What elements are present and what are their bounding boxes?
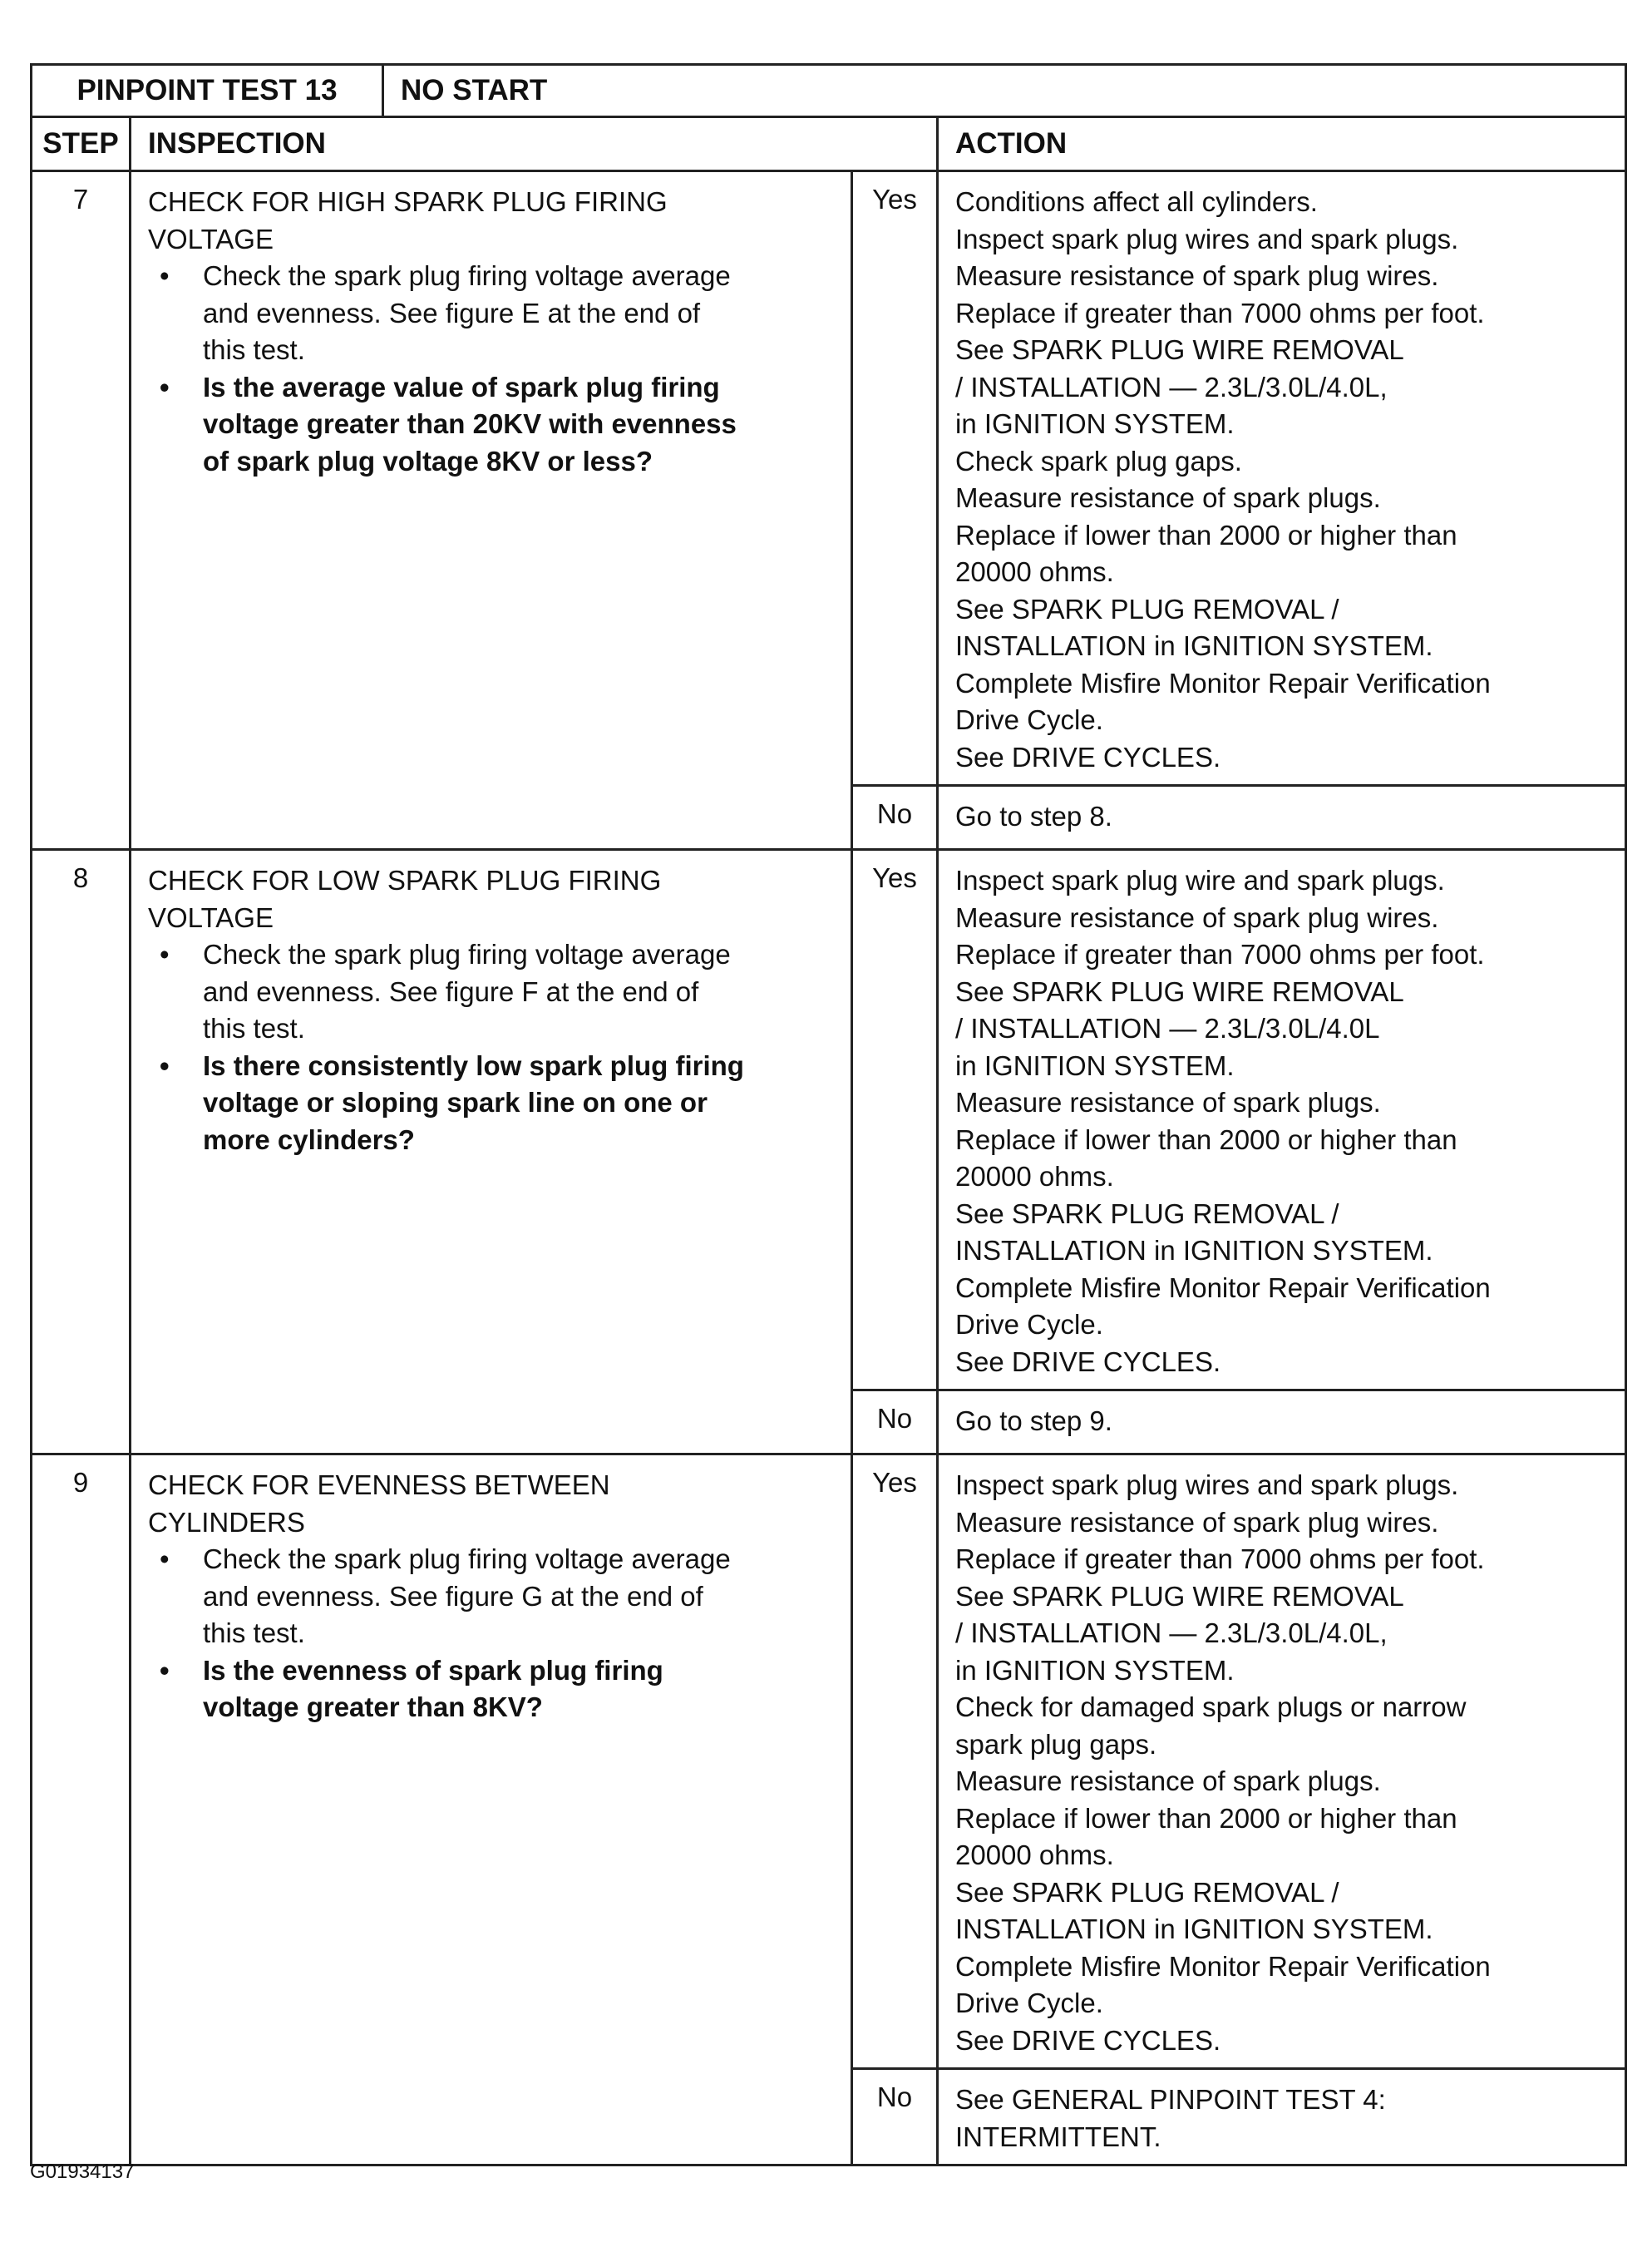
inspection-check-line: and evenness. See figure E at the end of: [203, 297, 701, 328]
inspection-question-line: more cylinders?: [203, 1123, 415, 1155]
column-header-inspection: INSPECTION: [131, 117, 938, 171]
step-number: 9: [32, 1454, 131, 2165]
inspection-title-line: CHECK FOR LOW SPARK PLUG FIRING: [148, 865, 662, 896]
action-line: Go to step 9.: [955, 1405, 1112, 1436]
action-line: in IGNITION SYSTEM.: [955, 408, 1235, 439]
action-line: See SPARK PLUG REMOVAL /: [955, 593, 1339, 625]
action-line: in IGNITION SYSTEM.: [955, 1654, 1235, 1686]
action-line: See DRIVE CYCLES.: [955, 1346, 1221, 1377]
action-line: See DRIVE CYCLES.: [955, 2024, 1221, 2056]
pinpoint-test-table: [30, 63, 1627, 2166]
inspection-cell: [131, 171, 852, 850]
action-line: Check spark plug gaps.: [955, 445, 1242, 477]
inspection-check-line: this test.: [203, 334, 305, 365]
test-header-row: [32, 65, 1626, 117]
yes-action-cell: [938, 1454, 1626, 2069]
bullet-icon: •: [160, 260, 170, 291]
action-line: / INSTALLATION — 2.3L/3.0L/4.0L: [955, 1013, 1380, 1044]
inspection-check-line: Check the spark plug firing voltage average: [203, 1543, 731, 1574]
action-line: Replace if greater than 7000 ohms per foot.: [955, 297, 1485, 328]
yes-label: Yes: [852, 171, 938, 786]
test-title: PINPOINT TEST 13: [32, 65, 383, 117]
action-line: Measure resistance of spark plugs.: [955, 1765, 1381, 1796]
inspection-question-line: voltage or sloping spark line on one or: [203, 1087, 708, 1118]
action-line: Replace if greater than 7000 ohms per foot.: [955, 939, 1485, 970]
action-line: Go to step 8.: [955, 801, 1112, 832]
figure-code: G01934137: [30, 2161, 135, 2183]
inspection-question-line: voltage greater than 20KV with evenness: [203, 408, 737, 439]
inspection-question: [148, 369, 836, 481]
inspection-question-line: Is there consistently low spark plug firing: [203, 1049, 744, 1081]
inspection-cell: [131, 850, 852, 1454]
inspection-check-line: and evenness. See figure G at the end of: [203, 1580, 703, 1612]
inspection-check-line: Check the spark plug firing voltage average: [203, 939, 731, 970]
bullet-icon: •: [160, 1654, 170, 1686]
action-line: Inspect spark plug wires and spark plugs.: [955, 1469, 1459, 1500]
inspection-question-line: Is the evenness of spark plug firing: [203, 1654, 663, 1686]
yes-label: Yes: [852, 1454, 938, 2069]
step-number: 8: [32, 850, 131, 1454]
no-label: No: [852, 786, 938, 850]
action-line: Replace if lower than 2000 or higher than: [955, 519, 1457, 551]
action-line: 20000 ohms.: [955, 1840, 1114, 1870]
action-line: INSTALLATION in IGNITION SYSTEM.: [955, 630, 1433, 661]
step-number: 7: [32, 171, 131, 850]
action-line: spark plug gaps.: [955, 1728, 1157, 1760]
step-row: [32, 1454, 1626, 2069]
action-line: Complete Misfire Monitor Repair Verification: [955, 1950, 1491, 1982]
action-line: See SPARK PLUG WIRE REMOVAL: [955, 334, 1404, 365]
inspection-question-line: of spark plug voltage 8KV or less?: [203, 445, 653, 477]
inspection-check: [148, 258, 836, 369]
action-line: See DRIVE CYCLES.: [955, 741, 1221, 773]
column-header-row: [32, 117, 1626, 171]
column-header-action: ACTION: [938, 117, 1626, 171]
inspection-list: [148, 258, 836, 480]
action-line: INSTALLATION in IGNITION SYSTEM.: [955, 1914, 1433, 1944]
inspection-title-line: CHECK FOR EVENNESS BETWEEN: [148, 1469, 610, 1500]
action-line: Measure resistance of spark plug wires.: [955, 260, 1439, 291]
action-line: See SPARK PLUG REMOVAL /: [955, 1876, 1339, 1908]
action-line: INSTALLATION in IGNITION SYSTEM.: [955, 1235, 1433, 1266]
action-line: See SPARK PLUG WIRE REMOVAL: [955, 975, 1404, 1007]
inspection-title-line: VOLTAGE: [148, 223, 274, 254]
action-line: Complete Misfire Monitor Repair Verification: [955, 1272, 1491, 1303]
action-line: 20000 ohms.: [955, 556, 1114, 587]
inspection-cell: [131, 1454, 852, 2165]
yes-action-cell: [938, 850, 1626, 1390]
action-line: Measure resistance of spark plug wires.: [955, 901, 1439, 933]
inspection-check-line: Check the spark plug firing voltage average: [203, 260, 731, 291]
action-line: Check for damaged spark plugs or narrow: [955, 1691, 1467, 1722]
action-line: / INSTALLATION — 2.3L/3.0L/4.0L,: [955, 1617, 1388, 1648]
action-line: See SPARK PLUG WIRE REMOVAL: [955, 1580, 1404, 1612]
yes-label: Yes: [852, 850, 938, 1390]
action-line: Inspect spark plug wire and spark plugs.: [955, 865, 1445, 896]
inspection-list: [148, 1541, 836, 1726]
inspection-check: [148, 936, 836, 1048]
inspection-list: [148, 936, 836, 1158]
action-line: Measure resistance of spark plug wires.: [955, 1506, 1439, 1538]
yes-action-cell: [938, 171, 1626, 786]
action-line: Inspect spark plug wires and spark plugs.: [955, 223, 1459, 254]
action-line: Replace if lower than 2000 or higher than: [955, 1123, 1457, 1155]
action-line: Measure resistance of spark plugs.: [955, 1087, 1381, 1118]
inspection-question-line: voltage greater than 8KV?: [203, 1691, 543, 1722]
inspection-check-line: and evenness. See figure F at the end of: [203, 975, 699, 1007]
action-line: See SPARK PLUG REMOVAL /: [955, 1198, 1339, 1229]
no-action-cell: [938, 1390, 1626, 1454]
action-line: / INSTALLATION — 2.3L/3.0L/4.0L,: [955, 371, 1388, 402]
inspection-check-line: this test.: [203, 1013, 305, 1044]
inspection-title-line: VOLTAGE: [148, 901, 274, 933]
test-subtitle: NO START: [383, 65, 1626, 117]
bullet-icon: •: [160, 939, 170, 970]
inspection-title-line: CYLINDERS: [148, 1506, 305, 1538]
action-line: Conditions affect all cylinders.: [955, 186, 1318, 217]
action-line: Drive Cycle.: [955, 704, 1103, 735]
bullet-icon: •: [160, 371, 170, 402]
pinpoint-test-document: [30, 63, 1625, 2166]
bullet-icon: •: [160, 1543, 170, 1574]
inspection-question-line: Is the average value of spark plug firing: [203, 371, 720, 402]
column-header-step: STEP: [32, 117, 131, 171]
inspection-question: [148, 1048, 836, 1159]
action-line: 20000 ohms.: [955, 1161, 1114, 1192]
no-action-cell: [938, 786, 1626, 850]
action-line: Replace if greater than 7000 ohms per foot.: [955, 1543, 1485, 1574]
action-line: INTERMITTENT.: [955, 2121, 1161, 2152]
action-line: Measure resistance of spark plugs.: [955, 482, 1381, 513]
action-line: Drive Cycle.: [955, 1988, 1103, 2018]
action-line: in IGNITION SYSTEM.: [955, 1049, 1235, 1081]
inspection-check-line: this test.: [203, 1617, 305, 1648]
no-action-cell: [938, 2069, 1626, 2165]
no-label: No: [852, 1390, 938, 1454]
step-row: [32, 850, 1626, 1390]
action-line: See GENERAL PINPOINT TEST 4:: [955, 2084, 1386, 2115]
action-line: Complete Misfire Monitor Repair Verification: [955, 667, 1491, 699]
inspection-question: [148, 1652, 836, 1726]
action-line: Drive Cycle.: [955, 1309, 1103, 1340]
inspection-title-line: CHECK FOR HIGH SPARK PLUG FIRING: [148, 186, 668, 217]
action-line: Replace if lower than 2000 or higher than: [955, 1802, 1457, 1834]
step-row: [32, 171, 1626, 786]
inspection-check: [148, 1541, 836, 1652]
bullet-icon: •: [160, 1049, 170, 1081]
no-label: No: [852, 2069, 938, 2165]
